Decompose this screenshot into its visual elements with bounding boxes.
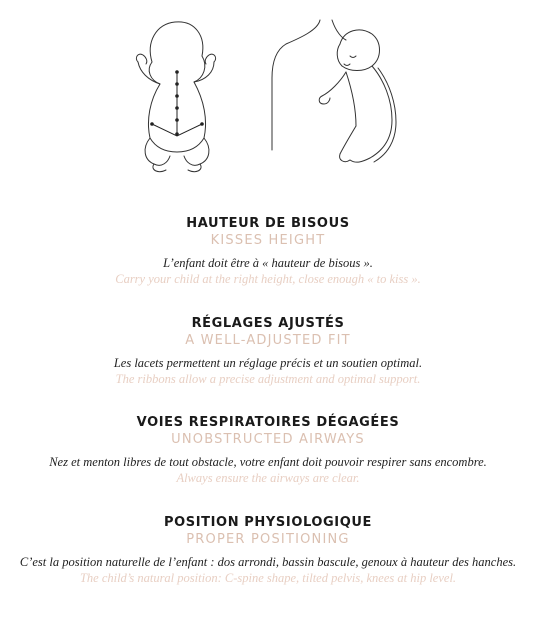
section-desc-en: Carry your child at the right height, close enough « to kiss ». [115,272,421,286]
section-kisses-height [0,215,536,287]
section-title-fr: RÉGLAGES AJUSTÉS [191,316,345,331]
section-title-fr: HAUTEUR DE BISOUS [186,216,350,231]
section-title-en: PROPER POSITIONING [186,532,350,547]
section-desc-en: Always ensure the airways are clear. [176,471,360,485]
section-adjusted-fit [0,315,536,387]
illustrations [0,0,536,200]
illustrations-svg [0,0,536,200]
section-positioning [0,514,536,586]
section-desc-fr: Nez et menton libres de tout obstacle, votre enfant doit pouvoir respirer sans encombre. [49,455,487,469]
section-title-en: KISSES HEIGHT [210,233,326,248]
section-title-fr: POSITION PHYSIOLOGIQUE [163,515,373,530]
section-title-fr: VOIES RESPIRATOIRES DÉGAGÉES [136,415,400,430]
section-airways [0,414,536,486]
section-title-en: UNOBSTRUCTED AIRWAYS [171,432,365,447]
section-desc-fr: L’enfant doit être à « hauteur de bisous ». [163,256,373,270]
section-desc-fr: Les lacets permettent un réglage précis et un soutien optimal. [113,356,423,370]
section-desc-fr: C’est la position naturelle de l’enfant : dos arrondi, bassin bascule, genoux à hauteur des hanches. [19,555,517,569]
section-desc-en: The child’s natural position: C-spine shape, tilted pelvis, knees at hip level. [79,571,457,585]
section-title-en: A WELL-ADJUSTED FIT [185,333,351,348]
carried-baby-side-icon [272,20,396,162]
section-desc-en: The ribbons allow a precise adjustment and optimal support. [115,372,421,386]
